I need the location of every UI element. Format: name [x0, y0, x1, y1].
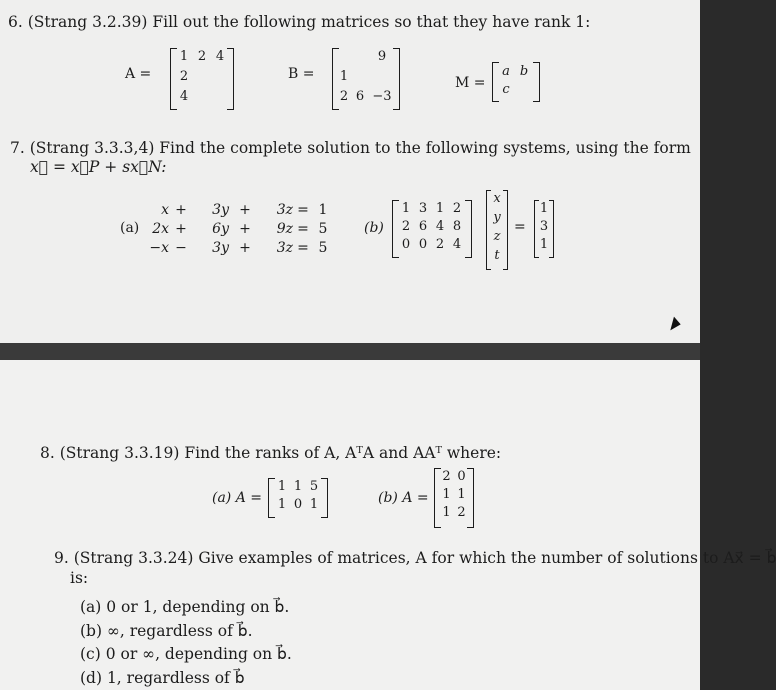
equation-term: 9z	[276, 221, 293, 237]
matrix-cell: 4	[452, 237, 462, 252]
rank-b-label: (b) A =	[378, 490, 429, 506]
vector-cell: 1	[539, 201, 549, 216]
matrix-cell: 1	[293, 479, 303, 494]
matrix-b-label: B =	[288, 66, 315, 82]
vector-cell: 1	[539, 237, 549, 252]
matrix-cell: 5	[309, 479, 319, 494]
matrix-cell: 4	[179, 89, 189, 104]
matrix-cell: b	[519, 64, 529, 79]
equation-term: 2x	[152, 221, 169, 237]
matrix-cell: a	[502, 64, 510, 79]
system-a-label: (a)	[120, 220, 140, 236]
equation-term: =	[297, 221, 309, 237]
rank-matrix-b	[434, 468, 474, 528]
coefficient-matrix	[392, 200, 472, 258]
matrix-cell: 0	[457, 469, 466, 484]
mouse-cursor	[665, 316, 680, 331]
equation-term: +	[239, 202, 251, 218]
matrix-cell: 1	[309, 497, 319, 512]
equation-term: 3y	[212, 240, 229, 256]
matrix-cell: 1	[401, 201, 411, 216]
matrix-m-label: M =	[455, 75, 486, 91]
matrix-cell: 0	[418, 237, 428, 252]
vector-cell: z	[493, 229, 501, 244]
problem-7-heading: 7. (Strang 3.3.3,4) Find the complete solution to the following systems, using the form	[10, 139, 691, 157]
equation-term: 6y	[212, 221, 229, 237]
solution-form: x⃗ = x⃗P + sx⃗N:	[30, 158, 167, 176]
matrix-cell: 6	[418, 219, 428, 234]
equation-term: −x	[149, 240, 169, 256]
matrix-cell: 6	[355, 89, 365, 104]
system-b-label: (b)	[364, 220, 384, 236]
list-item: (d) 1, regardless of b⃗	[80, 669, 245, 687]
matrix-cell: 4	[435, 219, 445, 234]
equation-term: +	[175, 202, 187, 218]
rhs-vector	[534, 200, 554, 258]
matrix-cell: 2	[401, 219, 411, 234]
vector-cell: x	[493, 191, 501, 206]
matrix-cell: 0	[401, 237, 411, 252]
vector-cell: 3	[539, 219, 549, 234]
page-one	[0, 0, 700, 343]
matrix-m	[492, 62, 540, 102]
matrix-cell: 2	[457, 505, 466, 520]
matrix-cell: 1	[457, 487, 466, 502]
vector-cell: y	[493, 210, 501, 225]
rank-matrix-a	[268, 478, 328, 518]
equation-term: 3z	[276, 202, 293, 218]
matrix-a-label: A =	[125, 66, 152, 82]
matrix-cell: 1	[442, 505, 451, 520]
equals-sign: =	[514, 219, 526, 235]
equation-term: 3y	[212, 202, 229, 218]
equation-term: +	[239, 221, 251, 237]
matrix-cell: −3	[372, 89, 392, 104]
list-item: (b) ∞, regardless of b⃗.	[80, 622, 253, 640]
list-item: (c) 0 or ∞, depending on b⃗.	[80, 645, 292, 663]
equation-term: 3z	[276, 240, 293, 256]
vector-cell: t	[494, 248, 500, 263]
equation-term: x	[161, 202, 169, 218]
matrix-b	[332, 48, 400, 110]
equation-term: 5	[318, 240, 328, 256]
matrix-cell: 2	[179, 69, 189, 84]
matrix-cell: c	[502, 82, 510, 97]
equation-term: −	[175, 240, 187, 256]
matrix-cell: 1	[442, 487, 451, 502]
matrix-cell: 1	[435, 201, 445, 216]
problem-9-heading-cont: is:	[70, 569, 89, 587]
matrix-cell: 3	[418, 201, 428, 216]
matrix-cell: 4	[215, 49, 225, 64]
equation-term: +	[239, 240, 251, 256]
matrix-cell: 2	[435, 237, 445, 252]
system-a	[145, 202, 335, 262]
problem-9-heading: 9. (Strang 3.3.24) Give examples of matrices, A for which the number of solutions to Ax⃗ = b⃗	[54, 549, 776, 567]
matrix-cell: 1	[179, 49, 189, 64]
rank-a-label: (a) A =	[212, 490, 263, 506]
equation-term: 1	[318, 202, 328, 218]
matrix-cell: 1	[277, 497, 287, 512]
matrix-cell: 1	[339, 69, 349, 84]
equation-term: +	[175, 221, 187, 237]
matrix-cell: 2	[197, 49, 207, 64]
matrix-cell: 1	[277, 479, 287, 494]
equation-term: 5	[318, 221, 328, 237]
matrix-cell: 0	[293, 497, 303, 512]
page-gap	[0, 343, 700, 360]
variable-vector	[486, 190, 508, 270]
matrix-cell: 2	[442, 469, 451, 484]
equation-term: =	[297, 202, 309, 218]
matrix-cell: 8	[452, 219, 462, 234]
matrix-cell: 9	[377, 49, 387, 64]
problem-6-heading: 6. (Strang 3.2.39) Fill out the following matrices so that they have rank 1:	[8, 13, 591, 31]
matrix-cell: 2	[339, 89, 349, 104]
matrix-cell: 2	[452, 201, 462, 216]
equation-term: =	[297, 240, 309, 256]
page-two	[0, 360, 776, 690]
problem-8-heading: 8. (Strang 3.3.19) Find the ranks of A, AᵀA and AAᵀ where:	[40, 444, 502, 462]
list-item: (a) 0 or 1, depending on b⃗.	[80, 598, 290, 616]
matrix-a	[170, 48, 234, 110]
